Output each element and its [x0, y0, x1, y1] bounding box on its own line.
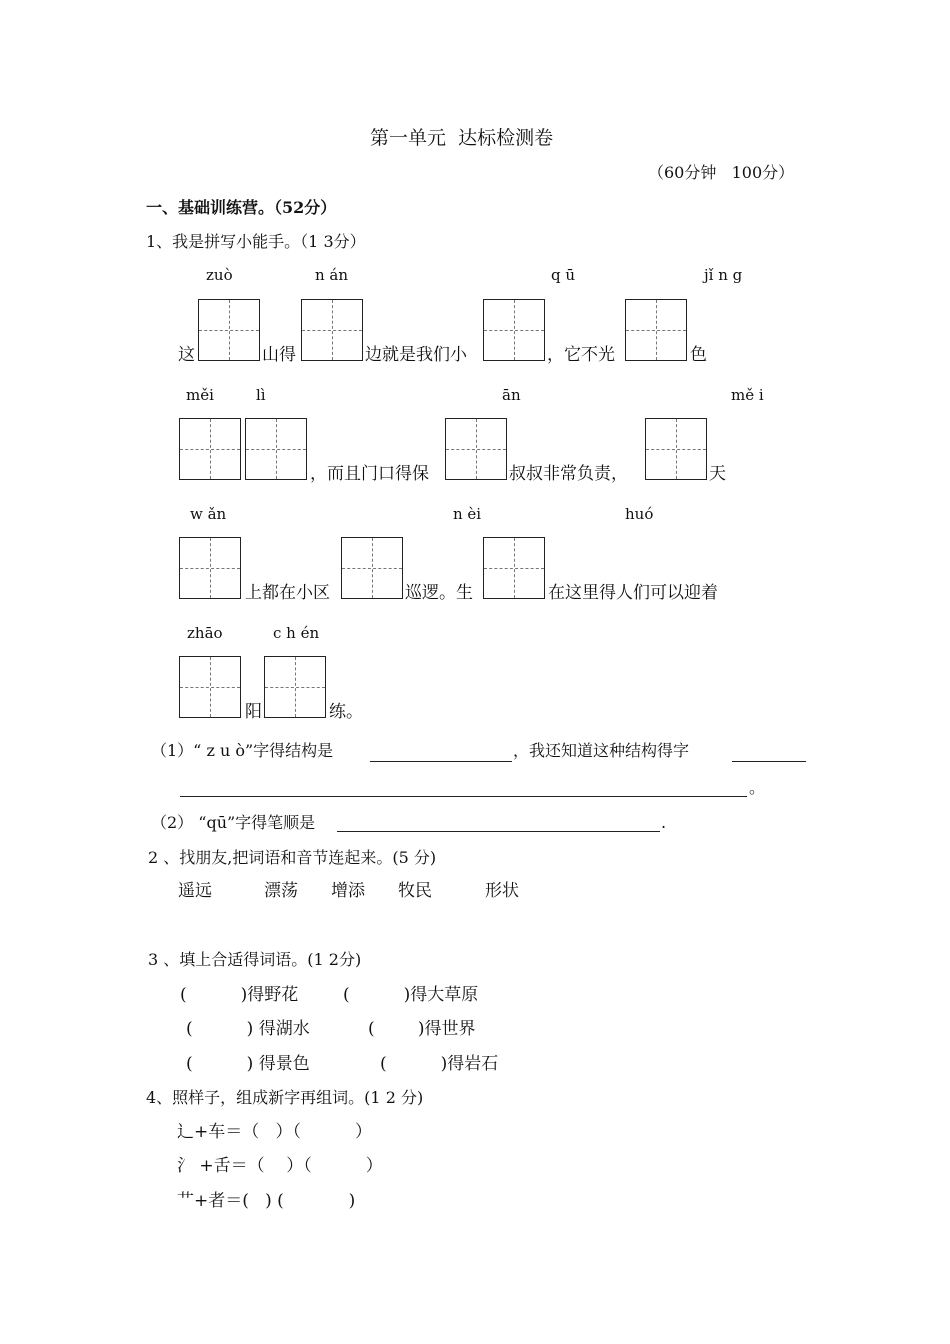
sub-question-1-cont: ，我还知道这种结构得字: [513, 741, 690, 760]
writing-grid-box[interactable]: [625, 299, 687, 361]
text-segment: 这: [178, 345, 195, 365]
sub-question-2: （2） “qū”字得笔顺是: [151, 813, 316, 832]
text-segment: 叔叔非常负责，: [509, 464, 628, 484]
section-heading: 一、基础训练营。（52分）: [146, 198, 337, 217]
writing-grid-box[interactable]: [645, 418, 707, 480]
fill-item: ( ) 得景色: [186, 1054, 310, 1074]
fill-item: ( )得野花: [180, 985, 299, 1005]
pinyin-an: ān: [502, 386, 521, 404]
word-item: 增添: [331, 881, 365, 901]
text-segment: 在这里得人们可以迎着: [548, 583, 718, 603]
writing-grid-box[interactable]: [245, 418, 307, 480]
word-item: 遥远: [178, 881, 212, 901]
pinyin-huo: huó: [625, 505, 654, 523]
writing-grid-box[interactable]: [483, 299, 545, 361]
text-segment: 边就是我们小: [365, 345, 467, 365]
pinyin-nan: n án: [315, 266, 349, 284]
pinyin-zhao: zhāo: [187, 624, 223, 642]
sub-question-2-end: .: [661, 813, 667, 832]
question-2-heading: 2 、找朋友,把词语和音节连起来。(5 分): [148, 848, 437, 867]
compose-item: 艹+者＝( ) ( ): [177, 1191, 356, 1211]
pinyin-qu: q ū: [551, 266, 576, 284]
pinyin-li: lì: [256, 386, 266, 404]
pinyin-jing: jǐ n g: [704, 266, 743, 284]
question-3-heading: 3 、填上合适得词语。(1 2分): [148, 950, 362, 969]
answer-blank[interactable]: [180, 796, 747, 797]
pinyin-mei: měi: [186, 386, 214, 404]
sub-question-1-end: 。: [749, 778, 766, 797]
question-1-heading: 1、我是拼写小能手。（1 3分）: [146, 232, 366, 251]
time-score: （60分钟 100分）: [648, 163, 795, 182]
answer-blank[interactable]: [337, 831, 660, 832]
writing-grid-box[interactable]: [179, 656, 241, 718]
answer-blank[interactable]: [732, 761, 806, 762]
fill-item: ( ) 得湖水: [186, 1019, 310, 1039]
writing-grid-box[interactable]: [341, 537, 403, 599]
pinyin-chen: c h én: [273, 624, 320, 642]
writing-grid-box[interactable]: [483, 537, 545, 599]
compose-item: 辶+车＝（ ）（ ）: [177, 1122, 372, 1142]
text-segment: ，它不光: [547, 345, 615, 365]
pinyin-wan: w ǎn: [190, 505, 227, 523]
writing-grid-box[interactable]: [179, 537, 241, 599]
text-segment: ，而且门口得保: [310, 464, 429, 484]
text-segment: 上都在小区: [245, 583, 330, 603]
writing-grid-box[interactable]: [445, 418, 507, 480]
answer-blank[interactable]: [370, 761, 512, 762]
text-segment: 阳: [245, 702, 262, 722]
pinyin-nei: n èi: [453, 505, 482, 523]
text-segment: 天: [709, 464, 726, 484]
word-item: 形状: [485, 881, 519, 901]
word-item: 漂荡: [264, 881, 298, 901]
text-segment: 练。: [329, 702, 363, 722]
sub-question-1: （1）“ z u ò”字得结构是: [151, 741, 334, 760]
word-item: 牧民: [398, 881, 432, 901]
writing-grid-box[interactable]: [301, 299, 363, 361]
writing-grid-box[interactable]: [198, 299, 260, 361]
pinyin-mei-2: mě i: [731, 386, 764, 404]
writing-grid-box[interactable]: [179, 418, 241, 480]
writing-grid-box[interactable]: [264, 656, 326, 718]
pinyin-zuo: zuò: [206, 266, 233, 284]
compose-item: 氵 +舌＝（ ）（ ）: [177, 1156, 383, 1176]
text-segment: 色: [690, 345, 707, 365]
question-4-heading: 4、照样子，组成新字再组词。(1 2 分): [146, 1088, 424, 1107]
fill-item: ( )得岩石: [380, 1054, 499, 1074]
fill-item: ( )得大草原: [343, 985, 479, 1005]
page-title: 第一单元 达标检测卷: [370, 127, 554, 149]
fill-item: ( )得世界: [368, 1019, 476, 1039]
text-segment: 山得: [262, 345, 296, 365]
text-segment: 巡逻。生: [405, 583, 473, 603]
